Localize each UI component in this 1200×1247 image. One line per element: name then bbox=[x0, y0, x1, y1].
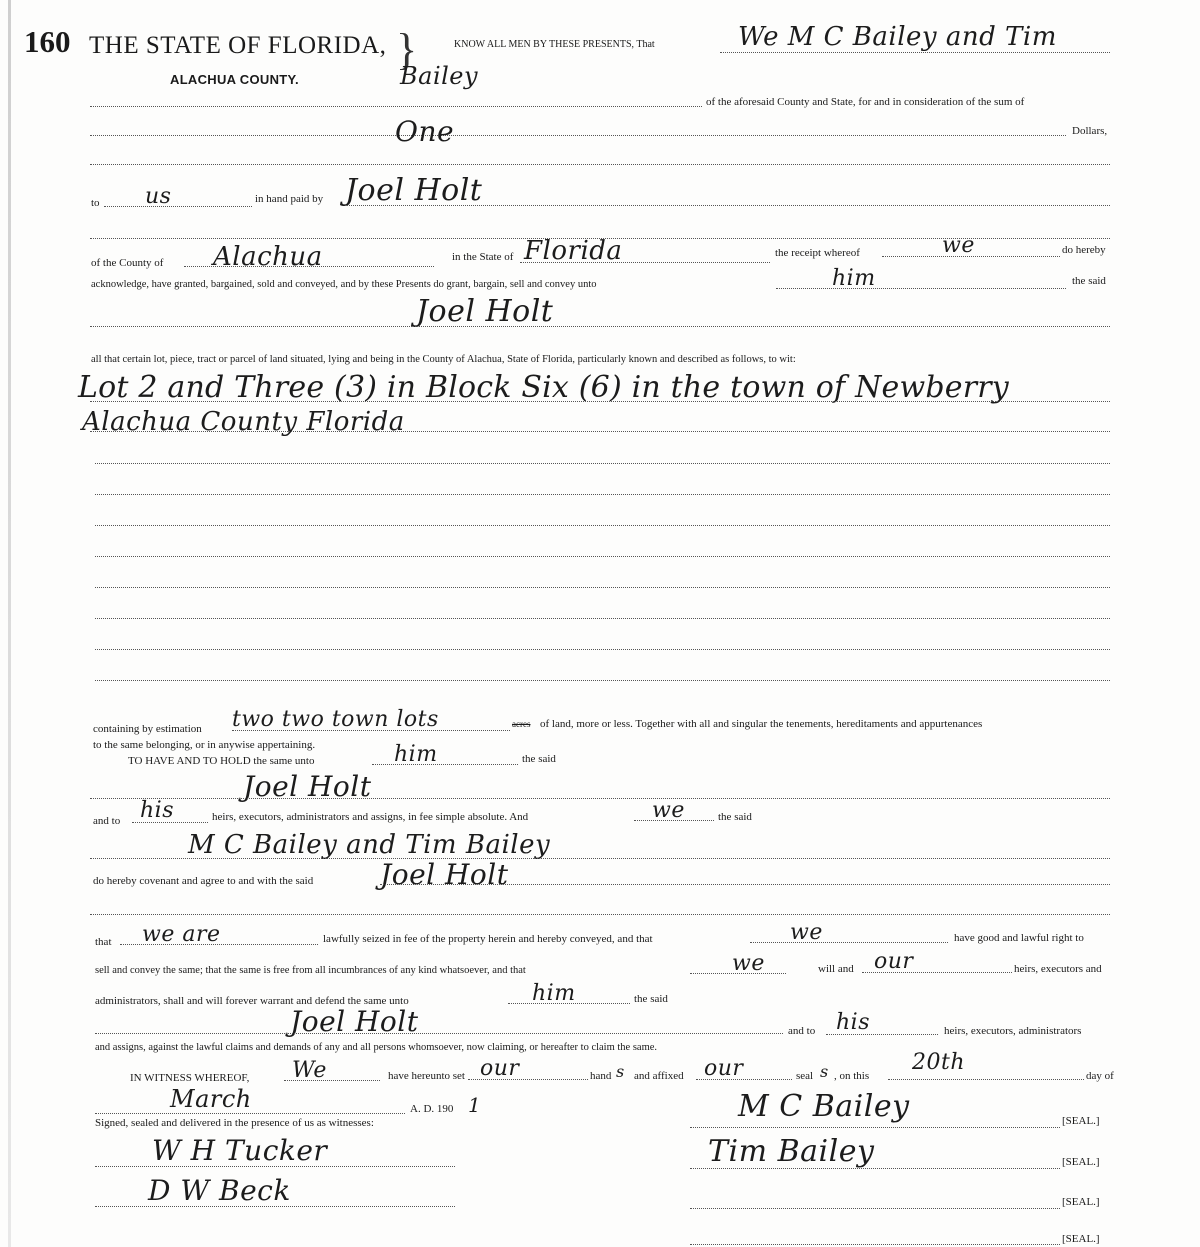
to-have-label: TO HAVE AND TO HOLD the same unto bbox=[128, 755, 315, 767]
acres-rest: of land, more or less. Together with all and singular the tenements, hereditaments and appurtenances bbox=[540, 718, 983, 730]
will-and-who: we bbox=[732, 951, 765, 976]
unto-who: him bbox=[832, 266, 876, 291]
hereunto-set: have hereunto set bbox=[388, 1070, 465, 1082]
aforesaid-text: of the aforesaid County and State, for and in consideration of the sum of bbox=[706, 96, 1025, 108]
good-right-text: have good and lawful right to bbox=[954, 932, 1084, 944]
paid-by-name: Joel Holt bbox=[345, 173, 483, 208]
seal-2: [SEAL.] bbox=[1062, 1156, 1100, 1168]
sell-convey-text: sell and convey the same; that the same is free from all incumbrances of any kind whatsoever, and that bbox=[95, 965, 526, 976]
containing-value: two two town lots bbox=[232, 707, 439, 732]
page-number: 160 bbox=[24, 24, 71, 59]
witness-signature-2: D W Beck bbox=[148, 1174, 291, 1207]
the-said-2: the said bbox=[522, 753, 556, 765]
assigns-against: and assigns, against the lawful claims and demands of any and all persons whomsoever, now claiming, or hereafter to claim the same. bbox=[95, 1042, 658, 1053]
paid-by-label: in hand paid by bbox=[255, 193, 324, 205]
and-to-2-whose: his bbox=[836, 1010, 870, 1035]
the-said-3: the said bbox=[718, 811, 752, 823]
day-value: 20th bbox=[912, 1050, 966, 1075]
that-who: we are bbox=[142, 922, 221, 947]
that-label: that bbox=[95, 936, 112, 948]
acknowledge-text: acknowledge, have granted, bargained, sold and conveyed, and by these Presents do grant, bargain, sell and convey unto bbox=[91, 279, 597, 290]
acres-struck: acres bbox=[512, 719, 531, 729]
and-to-label: and to bbox=[93, 815, 121, 827]
signature-1: M C Bailey bbox=[738, 1089, 910, 1124]
grantee-name: Joel Holt bbox=[416, 294, 554, 329]
year-digit: 1 bbox=[468, 1093, 482, 1117]
state-name: Florida bbox=[524, 236, 623, 266]
heirs-exec-and: heirs, executors and bbox=[1014, 963, 1102, 975]
grantors-said: M C Bailey and Tim Bailey bbox=[188, 830, 551, 860]
set-whose: our bbox=[480, 1056, 520, 1081]
page-fold-shadow bbox=[8, 0, 11, 1247]
heirs-exec-admin: heirs, executors, administrators bbox=[944, 1025, 1082, 1037]
receipt-label: the receipt whereof bbox=[775, 247, 860, 259]
will-and-label: will and bbox=[818, 963, 854, 975]
administrators-text: administrators, shall and will forever warrant and defend the same unto bbox=[95, 995, 409, 1007]
grantors-name-1: We M C Bailey and Tim bbox=[738, 22, 1057, 52]
affixed-whose: our bbox=[704, 1056, 744, 1081]
lawfully-text: lawfully seized in fee of the property herein and hereby conveyed, and that bbox=[323, 933, 653, 945]
to-whom: us bbox=[145, 184, 172, 209]
seal-1: [SEAL.] bbox=[1062, 1115, 1100, 1127]
and-that-who: we bbox=[790, 920, 823, 945]
dollars-label: Dollars, bbox=[1072, 125, 1108, 137]
have-unto-who: him bbox=[394, 742, 438, 767]
sum-amount: One bbox=[395, 115, 455, 148]
and-to-whose: his bbox=[140, 798, 174, 823]
to-label: to bbox=[91, 197, 100, 209]
witness-signature-1: W H Tucker bbox=[152, 1134, 328, 1167]
header-brace: } bbox=[396, 25, 418, 74]
hold-grantee: Joel Holt bbox=[243, 770, 372, 803]
and-who: we bbox=[652, 798, 685, 823]
day-of: day of bbox=[1086, 1070, 1114, 1082]
do-hereby-label: do hereby bbox=[1062, 244, 1106, 256]
in-witness-label: IN WITNESS WHEREOF, bbox=[130, 1072, 250, 1084]
containing-label: containing by estimation bbox=[93, 723, 202, 735]
covenant-with: Joel Holt bbox=[380, 858, 509, 891]
signed-sealed: Signed, sealed and delivered in the presence of us as witnesses: bbox=[95, 1117, 374, 1129]
of-county-label: of the County of bbox=[91, 257, 164, 269]
month-value: March bbox=[170, 1085, 252, 1113]
receipt-who: we bbox=[942, 233, 975, 258]
seal-3: [SEAL.] bbox=[1062, 1196, 1100, 1208]
county-name: Alachua bbox=[213, 242, 323, 272]
land-description-2: Alachua County Florida bbox=[82, 407, 405, 437]
hand-plural: s bbox=[616, 1062, 625, 1081]
defend-grantee: Joel Holt bbox=[290, 1005, 419, 1038]
defend-unto: him bbox=[532, 981, 576, 1006]
on-this: , on this bbox=[834, 1070, 870, 1082]
witness-who: We bbox=[292, 1058, 327, 1083]
know-all-men: KNOW ALL MEN BY THESE PRESENTS, That bbox=[454, 39, 655, 50]
belonging-text: to the same belonging, or in anywise appertaining. bbox=[93, 739, 316, 751]
state-heading: THE STATE OF FLORIDA, bbox=[89, 32, 387, 59]
in-state-label: in the State of bbox=[452, 251, 514, 263]
seal-plural: s bbox=[820, 1062, 829, 1081]
seal-4: [SEAL.] bbox=[1062, 1233, 1100, 1245]
whose-heirs: our bbox=[874, 949, 914, 974]
land-description-1: Lot 2 and Three (3) in Block Six (6) in the town of Newberry bbox=[78, 370, 1009, 405]
the-said-1: the said bbox=[1072, 275, 1106, 287]
ad-label: A. D. 190 bbox=[410, 1103, 454, 1115]
signature-2: Tim Bailey bbox=[708, 1134, 875, 1169]
grantors-name-2: Bailey bbox=[400, 62, 479, 90]
covenant-text: do hereby covenant and agree to and with the said bbox=[93, 875, 314, 887]
seal-label: seal bbox=[796, 1070, 814, 1082]
all-that-certain: all that certain lot, piece, tract or parcel of land situated, lying and being in the County of Alachua, State of Florida, particularly known and described as follows, to wit: bbox=[91, 354, 796, 365]
the-said-4: the said bbox=[634, 993, 668, 1005]
county-heading: ALACHUA COUNTY. bbox=[170, 72, 299, 87]
hand-label: hand bbox=[590, 1070, 612, 1082]
and-to-2-label: and to bbox=[788, 1025, 816, 1037]
and-affixed: and affixed bbox=[634, 1070, 684, 1082]
heirs-exec-text: heirs, executors, administrators and assigns, in fee simple absolute. And bbox=[212, 811, 529, 823]
